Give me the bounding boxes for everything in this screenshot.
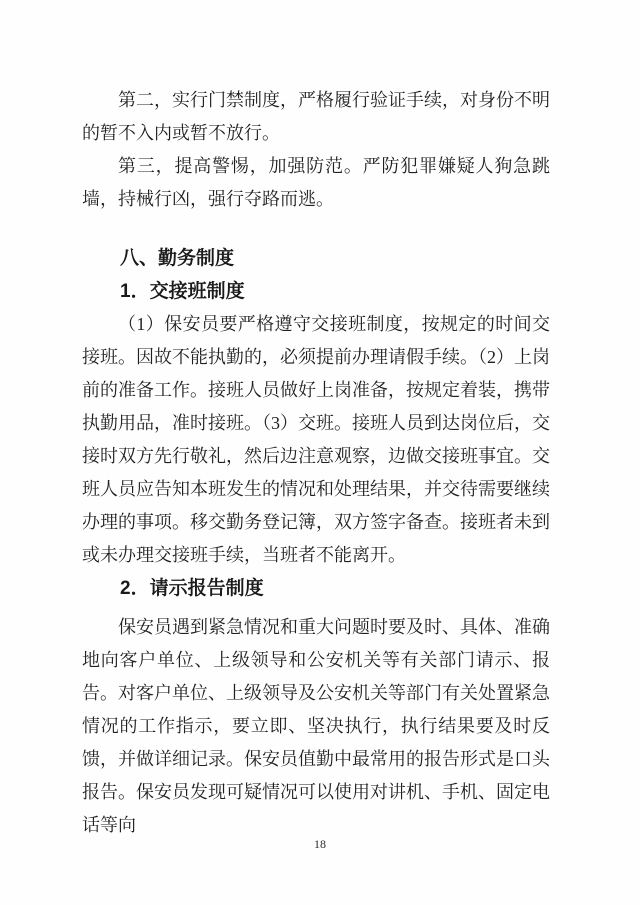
page-number: 18: [314, 837, 326, 851]
body-paragraph-report-system: 保安员遇到紧急情况和重大问题时要及时、具体、准确地向客户单位、上级领导和公安机关等有关部门请示、报告。对客户单位、上级领导及公安机关等部门有关处置紧急情况的工作指示，要立即、坚决执行，执行结果要及时反馈，并做详细记录。保安员值勤中最常用的报告形式是口头报告。保安员发现可疑情况可以使用对讲机、手机、固定电话等向: [82, 617, 550, 835]
document-body: [82, 84, 550, 842]
body-paragraph-shift-handover: （1）保安员要严格遵守交接班制度，按规定的时间交接班。因故不能执勤的，必须提前办理请假手续。（2）上岗前的准备工作。接班人员做好上岗准备，按规定着装，携带执勤用品，准时接班。（3）交班。接班人员到达岗位后，交接时双方先行敬礼，然后边注意观察，边做交接班事宜。交班人员应告知本班发生的情况和处理结果，并交待需要继续办理的事项。移交勤务登记簿，双方签字备查。接班者未到或未办理交接班手续，当班者不能离开。: [82, 314, 550, 565]
sub-heading-shift-handover: 1．交接班制度: [120, 281, 245, 302]
section-heading-duty-system: 八、勤务制度: [120, 248, 235, 269]
body-paragraph-access-control: 第二，实行门禁制度，严格履行验证手续，对身份不明的暂不入内或暂不放行。: [82, 90, 550, 143]
body-paragraph-vigilance: 第三，提高警惕，加强防范。严防犯罪嫌疑人狗急跳墙，持械行凶，强行夺路而逃。: [82, 156, 550, 209]
sub-heading-report-system: 2．请示报告制度: [120, 578, 264, 599]
